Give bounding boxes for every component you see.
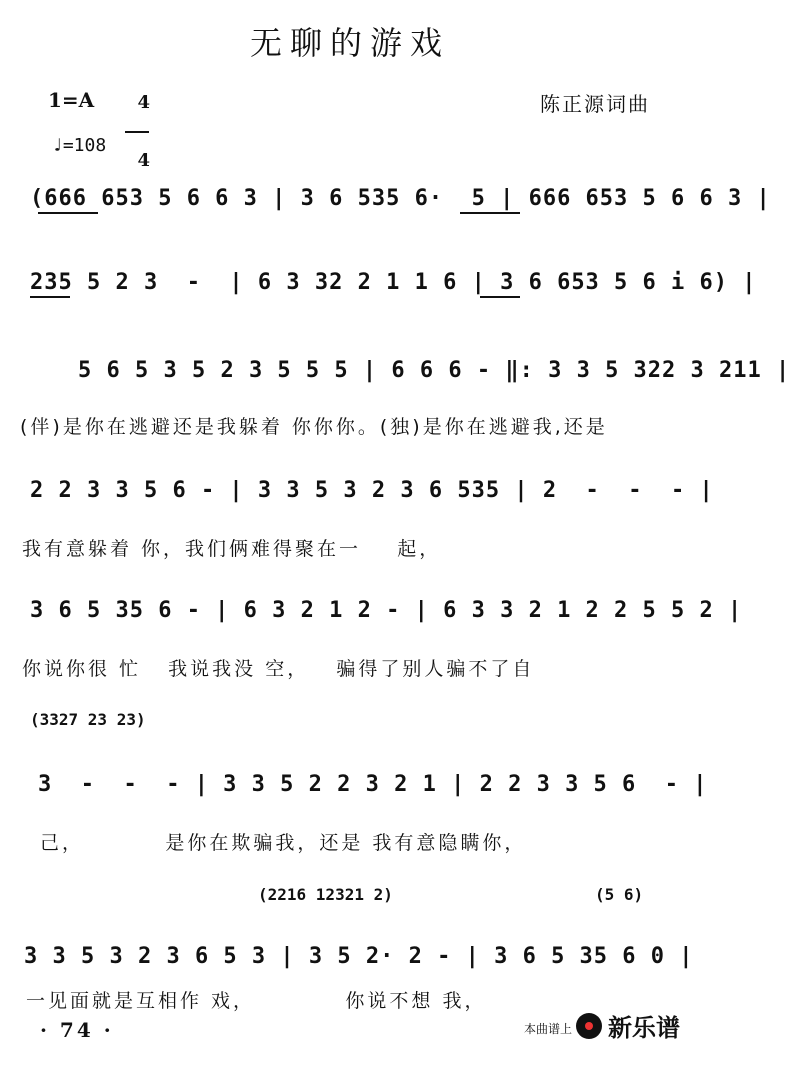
notation-row-7: 3 3 5 3 2 3 6 5 3 | 3 5 2· 2 - | 3 6 5 35 6 0 |	[24, 944, 694, 969]
song-title: 无聊的游戏	[249, 24, 450, 62]
lyrics-row-4: 我有意躲着 你，我们俩难得聚在一 起，	[22, 538, 442, 560]
time-signature-bottom: 4	[137, 150, 151, 171]
time-signature-top: 4	[137, 92, 151, 113]
key-signature: 1=A	[48, 88, 95, 112]
notation-row-5: 3 6 5 35 6 - | 6 3 2 1 2 - | 6 3 3 2 1 2 2 5 5 2 |	[30, 598, 743, 623]
lyrics-row-5: 你说你很 忙 我说我没 空， 骗得了别人骗不了自	[22, 658, 535, 680]
watermark-logo	[576, 1008, 680, 1043]
grace-notes-row-6: (3327 23 23)	[30, 710, 146, 729]
credits: 陈正源词曲	[540, 92, 650, 116]
record-disc-icon	[576, 1013, 602, 1039]
lyrics-row-7: 一见面就是互相作 戏， 你说不想 我，	[26, 990, 487, 1012]
notation-row-4: 2 2 3 3 5 6 - | 3 3 5 3 2 3 6 535 | 2 - - - |	[30, 478, 714, 503]
notation-row-6: 3 - - - | 3 3 5 2 2 3 2 1 | 2 2 3 3 5 6 - |	[38, 772, 708, 797]
grace-notes-row-7: (2216 12321 2)	[258, 885, 393, 904]
lyrics-row-6: 己， 是你在欺骗我，还是 我有意隐瞒你，	[40, 832, 527, 854]
tempo-mark: ♩=108	[52, 135, 107, 156]
lyrics-row-3: (伴)是你在逃避还是我躲着 你你你。(独)是你在逃避我,还是	[20, 416, 608, 438]
notation-row-1: (666 653 5 6 6 3 | 3 6 535 6· 5 | 666 653 5 6 6 3 |	[30, 186, 771, 211]
watermark-logo-text: 新乐谱	[608, 1014, 680, 1042]
notation-row-3: 5 6 5 3 5 2 3 5 5 5 | 6 6 6 - ‖: 3 3 5 322 3 211 |	[78, 358, 790, 383]
time-signature	[125, 76, 149, 170]
page-number: · 74 ·	[40, 1018, 114, 1042]
notation-row-2: 235 5 2 3 - | 6 3 32 2 1 1 6 | 3 6 653 5 6 i 6) |	[30, 270, 757, 295]
pickup-notes: (5 6)	[595, 885, 644, 904]
watermark-prefix: 本曲谱上	[523, 1022, 572, 1036]
